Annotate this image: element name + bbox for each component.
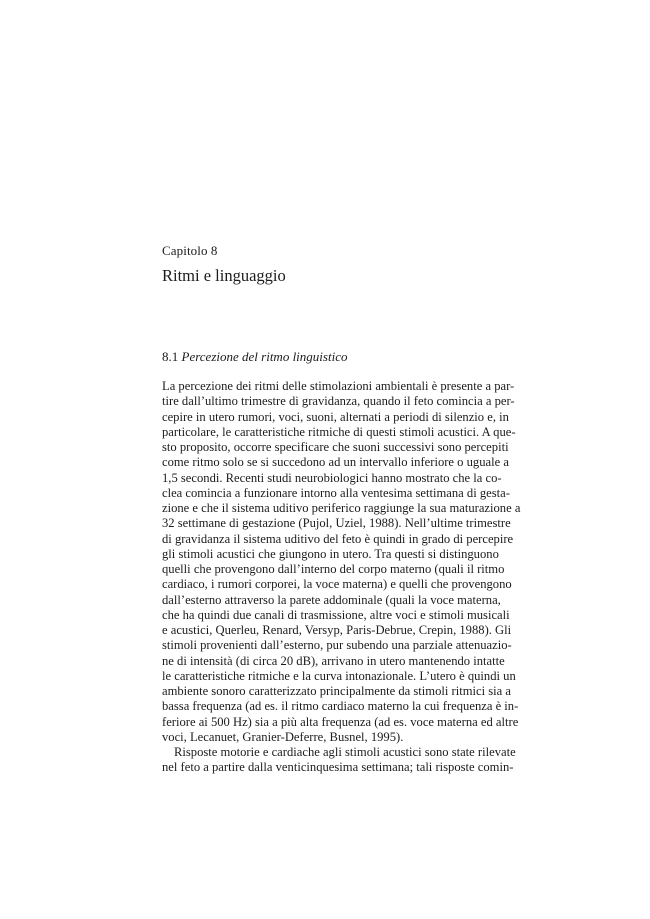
text-line: particolare, le caratteristiche ritmiche di questi stimoli acustici. A que- xyxy=(162,424,516,439)
text-line: feriore ai 500 Hz) sia a più alta frequenza (ad es. voce materna ed altre xyxy=(162,714,519,729)
chapter-title: Ritmi e linguaggio xyxy=(162,266,286,285)
text-line: La percezione dei ritmi delle stimolazioni ambientali è presente a par- xyxy=(162,379,515,393)
text-line: 1,5 secondi. Recenti studi neurobiologici hanno mostrato che la co- xyxy=(162,470,502,485)
text-line: 32 settimane di gestazione (Pujol, Uziel, 1988). Nell’ultime trimestre xyxy=(162,516,511,531)
text-line: clea comincia a funzionare intorno alla ventesima settimana di gesta- xyxy=(162,485,510,500)
text-line: zione e che il sistema uditivo periferico raggiunge la sua maturazione a xyxy=(162,501,521,515)
text-line: nel feto a partire dalla venticinquesima settimana; tali risposte comin- xyxy=(162,760,514,775)
text-line: le caratteristiche ritmiche e la curva intonazionale. L’utero è quindi un xyxy=(162,668,516,683)
text-line: cardiaco, i rumori corporei, la voce materna) e quelli che provengono xyxy=(162,577,512,592)
section-heading xyxy=(162,349,347,365)
text-line: come ritmo solo se si succedono ad un intervallo inferiore o uguale a xyxy=(162,455,509,470)
text-line: ambiente sonoro caratterizzato principalmente da stimoli ritmici sia a xyxy=(162,684,511,698)
text-line: Risposte motorie e cardiache agli stimoli acustici sono state rilevate xyxy=(174,745,516,759)
paragraph-1 xyxy=(162,379,521,745)
text-line: di gravidanza il sistema uditivo del feto è quindi in grado di percepire xyxy=(162,531,514,546)
text-line: quelli che provengono dall’interno del corpo materno (quali il ritmo xyxy=(162,562,505,576)
text-line: che ha quindi due canali di trasmissione, altre voci e stimoli musicali xyxy=(162,607,510,622)
text-line: voci, Lecanuet, Granier-Deferre, Busnel, 1995). xyxy=(162,729,404,744)
text-line: sto proposito, occorre specificare che suoni successivi sono percepiti xyxy=(162,440,509,454)
text-line: e acustici, Querleu, Renard, Versyp, Paris-Debrue, Crepin, 1988). Gli xyxy=(162,623,512,637)
text-line: bassa frequenza (ad es. il ritmo cardiaco materno la cui frequenza è in- xyxy=(162,699,519,714)
text-line: dall’esterno attraverso la parete addominale (quali la voce materna, xyxy=(162,592,501,607)
text-line: stimoli provenienti dall’esterno, pur subendo una parziale attenuazio- xyxy=(162,638,512,653)
text-line: gli stimoli acustici che giungono in utero. Tra questi si distinguono xyxy=(162,546,499,561)
section-title: Percezione del ritmo linguistico xyxy=(181,349,348,364)
paragraph-2 xyxy=(162,745,516,776)
body-text xyxy=(162,379,521,776)
text-line: ne di intensità (di circa 20 dB), arrivano in utero mantenendo intatte xyxy=(162,653,505,668)
section-number: 8.1 xyxy=(162,349,179,364)
text-line: cepire in utero rumori, voci, suoni, alternati a periodi di silenzio e, in xyxy=(162,409,509,424)
text-line: tire dall’ultimo trimestre di gravidanza, quando il feto comincia a per- xyxy=(162,394,515,409)
chapter-label: Capitolo 8 xyxy=(162,243,218,258)
